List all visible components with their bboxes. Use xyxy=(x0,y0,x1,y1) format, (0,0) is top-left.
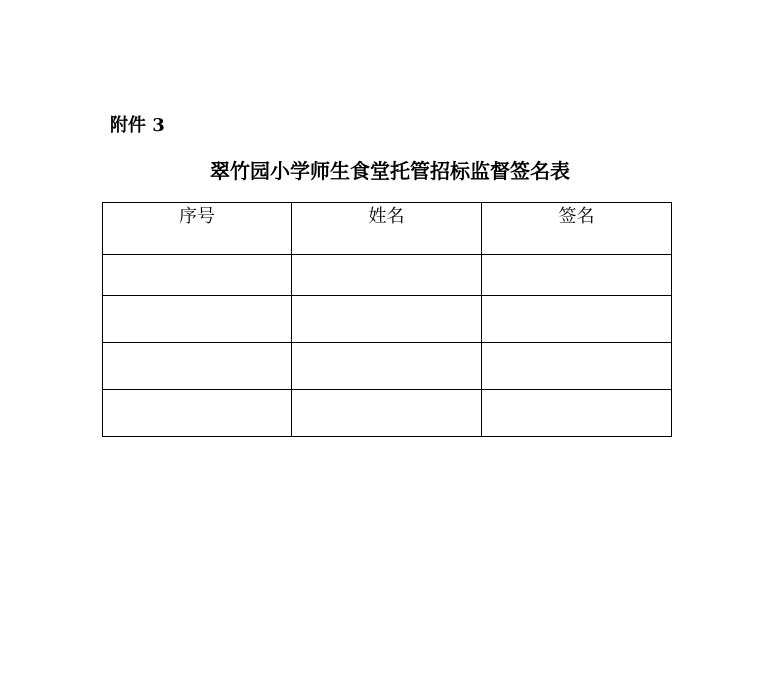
table-cell-name[interactable] xyxy=(292,296,482,343)
table-row xyxy=(103,255,672,296)
table-row xyxy=(103,343,672,390)
document-title: 翠竹园小学师生食堂托管招标监督签名表 xyxy=(210,159,570,183)
table-cell-signature[interactable] xyxy=(482,296,672,343)
column-header-signature: 签名 xyxy=(482,203,672,255)
table-cell-signature[interactable] xyxy=(482,390,672,437)
table-row xyxy=(103,296,672,343)
table-cell-signature[interactable] xyxy=(482,255,672,296)
column-header-number: 序号 xyxy=(103,203,292,255)
table-cell-number[interactable] xyxy=(103,296,292,343)
table-header-row xyxy=(103,203,672,255)
table-cell-number[interactable] xyxy=(103,343,292,390)
table-cell-name[interactable] xyxy=(292,343,482,390)
attachment-label: 附件 3 xyxy=(110,115,165,136)
column-header-name: 姓名 xyxy=(292,203,482,255)
table-row xyxy=(103,390,672,437)
table-cell-number[interactable] xyxy=(103,255,292,296)
signature-table xyxy=(102,202,672,437)
table-cell-name[interactable] xyxy=(292,390,482,437)
table-cell-number[interactable] xyxy=(103,390,292,437)
table-cell-signature[interactable] xyxy=(482,343,672,390)
table-cell-name[interactable] xyxy=(292,255,482,296)
